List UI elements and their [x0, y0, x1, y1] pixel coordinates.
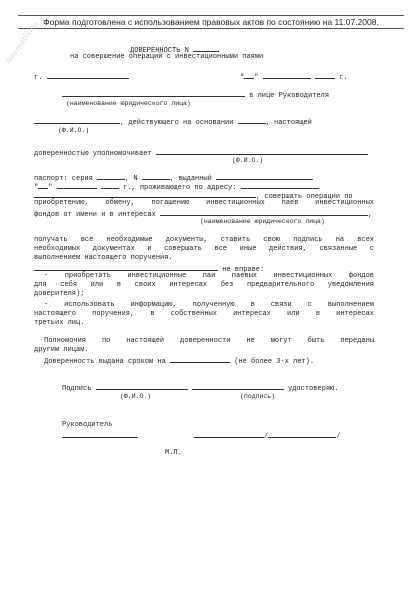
address-cont-field[interactable] [34, 190, 256, 198]
validity-note: (не более 3-х лет). [234, 358, 315, 366]
year-suffix: г. [339, 74, 348, 82]
signer-sign-caption: (подпись) [240, 393, 276, 400]
month-field[interactable] [263, 71, 311, 79]
para1-line2: приобретению, обмену, погашению инвестиционных паев инвестиционных [34, 199, 374, 207]
head-sign-field[interactable] [62, 430, 138, 438]
document-subtitle: на совершение операций с инвестиционными паями [70, 53, 264, 61]
head-sign-field2[interactable] [194, 430, 264, 438]
year-field[interactable] [315, 71, 335, 79]
acting-basis-text: , действующего на основании [120, 119, 234, 127]
validity-line [44, 355, 314, 368]
seal-place: М.П. [165, 449, 182, 457]
para2-line1: получать все необходимые документы, ставить свою подпись на всех [34, 236, 374, 244]
attorney-fio-field[interactable] [156, 147, 368, 155]
head-sign-line [62, 430, 138, 443]
para1-line3-text: фондов от имени и в интересах [34, 211, 156, 219]
para2-line2: необходимых документах и совершать все иные действия, связанные с [34, 245, 374, 253]
head-fio-sign-line: / / [194, 430, 340, 443]
city-line [34, 71, 129, 84]
authorizes-line [34, 147, 368, 160]
in-person-head-text: в лице Руководителя [249, 92, 330, 100]
signer-sign-field[interactable] [192, 382, 284, 390]
org-name-caption: (наименование юридического лица) [66, 100, 191, 107]
attorney-fio-caption: (Ф.И.О.) [232, 157, 264, 164]
date-line [240, 71, 347, 84]
org-name2-caption: (наименование юридического лица) [200, 218, 325, 225]
para3-line3: доверителя); [34, 290, 85, 298]
authorizes-text: доверенностью уполномочивает [34, 150, 152, 158]
para5-line1: Полномочия по настоящей доверенности не могут быть переданы [44, 337, 374, 345]
org-name2-field[interactable] [160, 208, 368, 216]
head-fio-field[interactable] [34, 116, 120, 124]
passport-number-field[interactable] [142, 172, 170, 180]
signer-fio-caption: (Ф.И.О.) [120, 393, 152, 400]
passport-text: паспорт: серия [34, 175, 93, 183]
para1-line1-end: , совершать операции по [256, 193, 353, 201]
residing-at-text: г., проживающего по адресу: [123, 184, 237, 192]
validity-field[interactable] [170, 355, 230, 363]
city-prefix: г. [34, 74, 43, 82]
signature-line [62, 382, 338, 395]
attorney-fio2-field[interactable] [34, 263, 218, 271]
not-entitled-text: не вправе: [222, 266, 265, 274]
para3-line2: для себя или в своих интересах без предварительного уведомления [34, 281, 374, 289]
title-text: ДОВЕРЕННОСТЬ N [130, 47, 189, 55]
date-quote-close: " [254, 74, 259, 82]
para3-line1: - приобретать инвестиционные паи паевых инвестиционных фондов [44, 272, 374, 280]
para4-line1: - использовать информацию, полученную в связи с выполнением [44, 301, 374, 309]
passport-issuer-field[interactable] [216, 172, 313, 180]
para1-line3: фондов от имени и в интересах , [34, 208, 372, 221]
issued-label: , выданный [169, 175, 212, 183]
signer-fio-field[interactable] [96, 382, 188, 390]
certify-text: удостоверяю. [288, 385, 339, 393]
head-label: Руководитель [62, 421, 113, 429]
watermark-text: Normativ.ru [4, 19, 40, 66]
para5-line2: другим лицам. [34, 346, 89, 354]
date-quote-open: " [240, 74, 245, 82]
signature-text: Подпись [62, 385, 92, 393]
head-fio-caption: (Ф.И.О.) [58, 127, 90, 134]
issue-quote-close: " [48, 184, 53, 192]
basis-field[interactable] [238, 116, 266, 124]
issue-day-field[interactable] [38, 181, 48, 189]
hereby-text: , настоящей [265, 119, 312, 127]
doc-number-field[interactable] [193, 44, 219, 52]
address-field[interactable] [241, 181, 319, 189]
para2-line3: выполнением настоящего поручения. [34, 254, 173, 262]
document-header: Форма подготовлена с использованием правовых актов по состоянию на 11.07.2008. [18, 15, 404, 29]
number-label: , N [125, 175, 138, 183]
head-fio2-field[interactable] [268, 430, 336, 438]
issue-quote-open: " [34, 184, 39, 192]
passport-series-field[interactable] [97, 172, 125, 180]
issue-year-field[interactable] [101, 181, 119, 189]
issue-month-field[interactable] [57, 181, 97, 189]
para4-line2: настоящего поручения, в собственных интересах или в интересах [34, 310, 374, 318]
city-field[interactable] [47, 71, 129, 79]
para4-line3: третьих лиц. [34, 319, 85, 327]
day-field[interactable] [244, 71, 254, 79]
validity-text: Доверенность выдана сроком на [44, 358, 166, 366]
org-name-field[interactable] [62, 89, 245, 97]
